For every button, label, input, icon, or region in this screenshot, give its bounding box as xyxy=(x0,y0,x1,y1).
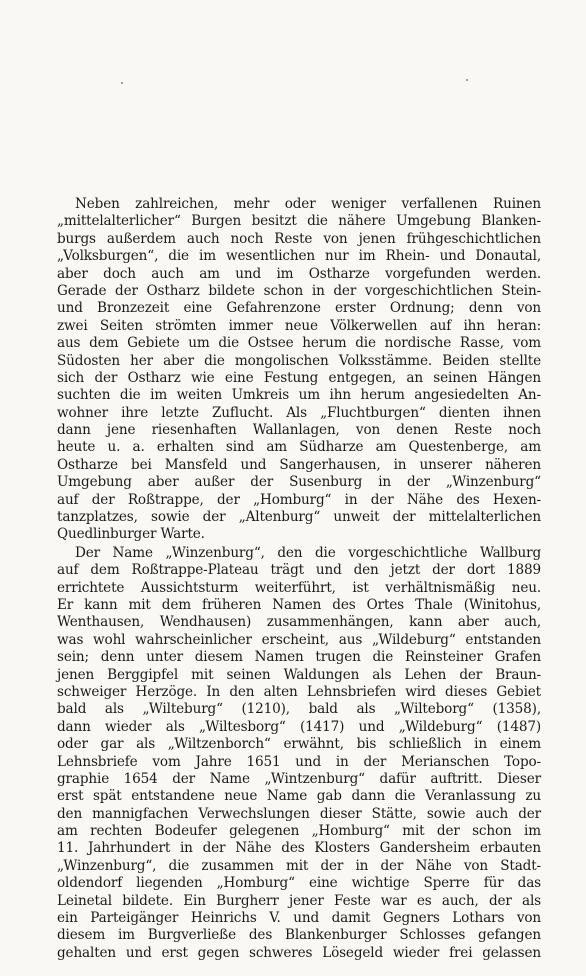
text-line: diesem im Burgverließe des Blankenburger Schlosses gefangen xyxy=(57,927,541,944)
text-line: bald als „Wilteburg“ (1210), bald als „Wilteborg“ (1358), xyxy=(57,701,541,718)
text-line: Umgebung aber außer der Susenburg in der „Winzenburg“ xyxy=(57,474,541,491)
text-line: sich der Ostharz wie eine Festung entgegen, an seinen Hängen xyxy=(57,369,541,386)
text-line: am rechten Bodeufer gelegenen „Homburg“ mit der schon im xyxy=(57,823,541,840)
text-line: aus dem Gebiete um die Ostsee herum die nordische Rasse, vom xyxy=(57,335,541,352)
text-line: Neben zahlreichen, mehr oder weniger verfallenen Ruinen xyxy=(75,196,541,212)
text-line: Lehnsbriefe vom Jahre 1651 und in der Merianschen Topo- xyxy=(57,753,541,770)
text-line: erst spät entstandene neue Name gab dann die Veranlassung zu xyxy=(57,788,541,805)
text-line: Ostharze bei Mansfeld und Sangerhausen, in unserer näheren xyxy=(57,456,541,473)
text-line: errichtete Aussichtsturm weiterführt, ist verhältnismäßig neu. xyxy=(57,579,541,596)
text-line: Quedlinburger Warte. xyxy=(57,526,205,543)
text-line: oldendorf liegenden „Homburg“ eine wichtige Sperre für das xyxy=(57,875,541,892)
text-line: heute u. a. erhalten sind am Südharze am Questenberge, am xyxy=(57,439,541,456)
paragraph-ruins xyxy=(57,196,541,544)
text-line: 11. Jahrhundert in der Nähe des Klosters Gandersheim erbauten xyxy=(57,840,541,857)
text-line: tanzplatzes, sowie der „Altenburg“ unweit der mittelalterlichen xyxy=(57,509,541,526)
text-line: Gerade der Ostharz bildete schon in der vorgeschichtlichen Stein- xyxy=(57,282,541,299)
text-line: suchten die im weiten Umkreis um ihn herum angesiedelten An- xyxy=(57,387,541,404)
text-line: schweiger Herzöge. In den alten Lehnsbriefen wird dieses Gebiet xyxy=(57,683,541,700)
paper-speck xyxy=(121,82,123,84)
text-line: Der Name „Winzenburg“, den die vorgeschichtliche Wallburg xyxy=(75,544,541,561)
text-line: den mannigfachen Verwechslungen dieser Stätte, sowie auch der xyxy=(57,805,541,822)
paper-speck xyxy=(466,79,468,81)
text-line: Wenthausen, Wendhausen) zusammenhängen, kann aber auch, xyxy=(57,614,541,631)
text-line: aber doch auch am und im Ostharze vorgefunden werden. xyxy=(57,265,541,282)
text-line: oder gar als „Wiltzenborch“ erwähnt, bis schließlich in einem xyxy=(57,736,541,753)
text-line: dann wieder als „Wiltesborg“ (1417) und „Wildeburg“ (1487) xyxy=(57,718,541,735)
text-line: und Bronzezeit eine Gefahrenzone erster Ordnung; denn von xyxy=(57,300,541,317)
text-line: burgs außerdem auch noch Reste von jenen frühgeschichtlichen xyxy=(57,230,541,247)
text-line: „Winzenburg“, die zusammen mit der in der Nähe von Stadt- xyxy=(57,857,541,874)
text-line: „Volksburgen“, die im wesentlichen nur im Rhein- und Donautal, xyxy=(57,248,541,265)
text-line: Er kann mit dem früheren Namen des Ortes Thale (Winitohus, xyxy=(57,596,541,613)
body-text xyxy=(57,196,541,962)
text-line: Südosten her aber die mongolischen Volksstämme. Beiden stellte xyxy=(57,352,541,369)
text-line: jenen Berggipfel mit seinen Waldungen als Lehen der Braun- xyxy=(57,666,541,683)
text-line: auf der Roßtrappe, der „Homburg“ in der Nähe des Hexen- xyxy=(57,491,541,508)
text-line: Leinetal bildete. Ein Burgherr jener Feste war es auch, der als xyxy=(57,892,541,909)
text-line: dann jene riesenhaften Wallanlagen, von denen Reste noch xyxy=(57,422,541,439)
text-line: „mittelalterlicher“ Burgen besitzt die nähere Umgebung Blanken- xyxy=(57,213,541,230)
text-line: zwei Seiten strömten immer neue Völkerwellen auf ihn heran: xyxy=(57,317,541,334)
text-line: wohner ihre letzte Zuflucht. Als „Fluchtburgen“ dienten ihnen xyxy=(57,404,541,421)
text-line: auf dem Roßtrappe-Plateau trägt und den jetzt der dort 1889 xyxy=(57,562,541,579)
text-line: was wohl wahrscheinlicher erscheint, aus „Wildeburg“ entstanden xyxy=(57,631,541,648)
text-line: gehalten und erst gegen schweres Lösegeld wieder frei gelassen xyxy=(57,944,541,961)
text-line: sein; denn unter diesem Namen trugen die Reinsteiner Grafen xyxy=(57,649,541,666)
text-line: graphie 1654 der Name „Wintzenburg“ dafür auftritt. Dieser xyxy=(57,770,541,787)
text-line: ein Parteigänger Heinrichs V. und damit Gegners Lothars von xyxy=(57,910,541,927)
paragraph-winzenburg-name xyxy=(57,545,541,962)
